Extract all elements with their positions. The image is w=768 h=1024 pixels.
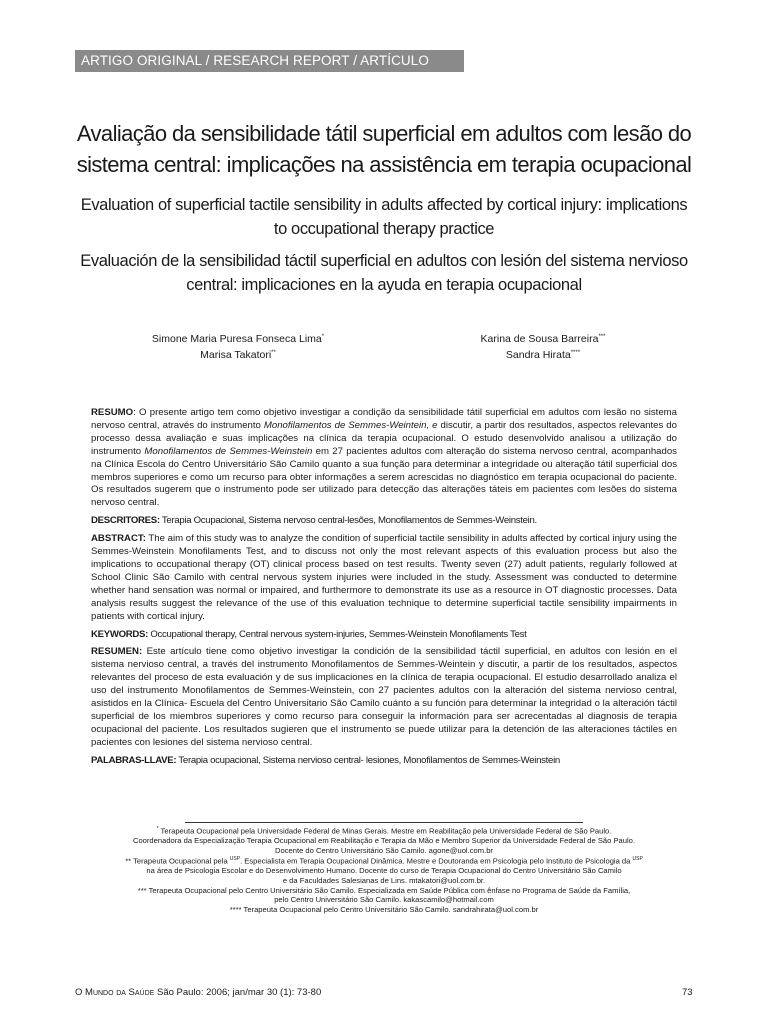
title-spanish: Evaluación de la sensibilidad táctil superficial en adultos con lesión del sistema nervioso central: implicaciones en la ayuda en terapia ocupacional xyxy=(80,252,688,294)
author-4-name: Sandra Hirata xyxy=(505,349,571,361)
footnote-2-line-2: na área de Psicologia Escolar e do Desenvolvimento Humano. Docente do curso de Terapia Ocupacional do Centro Universitário São Camilo xyxy=(146,866,622,876)
footnote-1-text-1: Terapeuta Ocupacional pela Universidade Federal de Minas Gerais. Mestre em Reabilitação pela Universidade Federal de São Paulo. xyxy=(158,826,612,836)
footnote-2-mark: ** xyxy=(125,856,132,866)
descritores-paragraph xyxy=(91,515,677,528)
footnote-1-line-3: Docente do Centro Universitário São Camilo. agone@uol.com.br xyxy=(275,845,493,855)
resumo-italic-1: Monofilamentos de Semmes-Weintein, e xyxy=(263,419,438,431)
resumen-text: Este artículo tiene como objetivo investigar la condición de la sensibilidad táctil superficial, en adultos con lesión en el sistema nervioso central, a través del instrumento Monofilamentos de Semmes-Weintein y discutir, a partir de los resultados, aspectos relevantes del proceso de esta evaluación y de sus implicaciones en la clínica de terapia ocupacional. El estudio desarrollado analiza el uso del instrumento Monofilamentos de Semmes-Weinstein, con 27 pacientes adultos con la alteración del sistema nervioso central, asistidos en la Clínica- Escuela del Centro Universitario São Camilo cuánto a su función para determinar la integridad o la alteración táctil superficial de los miembros superiores y como recurso para conseguir la información para ser acrecentadas al diagnosis de terapia ocupacional del paciente. Los resultados sugieren que el instrumento se puede utilizar para la detención de las alteraciones táctiles en pacientes con lesiones del sistema nervioso central. xyxy=(91,646,677,748)
resumen-paragraph xyxy=(91,646,677,749)
keywords-paragraph xyxy=(91,629,677,642)
author-2-mark: ** xyxy=(271,350,276,356)
resumo-paragraph xyxy=(91,407,677,510)
palabras-paragraph xyxy=(91,755,677,768)
footnote-2-usp-2: USP xyxy=(632,856,643,863)
keywords-text: Occupational therapy, Central nervous system-injuries, Semmes-Weinstein Monofilaments Test xyxy=(148,628,527,640)
authors-left xyxy=(120,330,356,362)
author-4 xyxy=(448,346,638,362)
descritores-text: Terapia Ocupacional, Sistema nervoso central-lesões, Monofilamentos de Semmes-Weinstein. xyxy=(159,515,537,527)
footnote-3-line-1 xyxy=(60,886,708,896)
footer-citation xyxy=(75,987,321,998)
footnote-1-line-1 xyxy=(60,825,708,836)
keywords-label: KEYWORDS: xyxy=(91,628,148,640)
footnote-2-line-1 xyxy=(60,855,708,866)
footnotes xyxy=(60,825,708,914)
journal-name: O Mundo da Saúde xyxy=(75,987,155,998)
abstract-block xyxy=(91,407,677,773)
author-4-mark: **** xyxy=(570,350,581,356)
author-3-mark: *** xyxy=(598,334,606,340)
author-1-mark: * xyxy=(321,334,325,340)
footnote-3-text-1: Terapeuta Ocupacional pelo Centro Universitário São Camilo. Especializada em Saúde Pública com ênfase no Programa de Saúde da Família, xyxy=(146,885,631,895)
footnote-1-mark: * xyxy=(156,826,159,832)
footnote-3-mark: *** xyxy=(137,885,147,895)
author-1 xyxy=(120,330,356,346)
title-portuguese: Avaliação da sensibilidade tátil superficial em adultos com lesão do sistema central: implicações na assistência em terapia ocupacional xyxy=(76,121,692,177)
footnote-divider xyxy=(185,822,583,823)
footnote-4-mark: **** xyxy=(229,904,242,914)
palabras-text: Terapia ocupacional, Sistema nervioso central- lesiones, Monofilamentos de Semmes-Weinstein xyxy=(176,754,560,766)
resumo-italic-2: Monofilamentos de Semmes-Weinstein xyxy=(144,445,313,457)
footnote-2-line-3: e da Faculdades Salesianas de Lins. mtakatori@uol.com.br. xyxy=(282,876,486,886)
footnote-4-text-1: Terapeuta Ocupacional pelo Centro Universitário São Camilo. sandrahirata@uol.com.br xyxy=(241,904,539,914)
footnote-1-line-2: Coordenadora da Especialização Terapia Ocupacional em Reabilitação e Terapia da Mão e Membro Superior da Universidade Federal de São Paulo. xyxy=(132,836,636,846)
abstract-paragraph xyxy=(91,533,677,623)
author-3-name: Karina de Sousa Barreira xyxy=(480,333,599,345)
footnote-2-text-1a: Terapeuta Ocupacional pela xyxy=(131,856,230,866)
author-2 xyxy=(120,346,356,362)
resumo-text-1: : O presente artigo tem como objetivo investigar a condição da sensibilidade tátil superficial em adultos com lesão no sistema nervoso central, através do instrumento xyxy=(91,407,677,431)
author-1-name: Simone Maria Puresa Fonseca Lima xyxy=(151,333,322,345)
abstract-text: The aim of this study was to analyze the condition of superficial tactile sensibility in adults affected by cortical injury using the Semmes-Weinstein Monofilaments Test, and to discuss not only the most relevant aspects of this evaluation process but also the implications to occupational therapy (OT) clinical process based on test results. Twenty seven (27) adult patients, regularly followed at School Clinic São Camilo with central nervous system injuries were included in the study. Assessment was conducted to determine whether hand sensation was normal or impaired, and furthermore to demonstrate its use as a resource in OT diagnostic processes. Data analysis results suggest the relevance of the use of this evaluation technique to determine superficial tactile sensibility impairments in patients with cortical injury. xyxy=(91,533,677,622)
descritores-label: DESCRITORES: xyxy=(91,515,160,527)
author-2-name: Marisa Takatori xyxy=(200,349,272,361)
author-3 xyxy=(448,330,638,346)
citation-text: São Paulo: 2006; jan/mar 30 (1): 73-80 xyxy=(154,987,322,998)
footnote-2-text-1b: . Especialista em Terapia Ocupacional Dinâmica. Mestre e Doutoranda em Psicologia pelo Instituto de Psicologia da xyxy=(240,856,633,866)
page-number: 73 xyxy=(682,987,693,998)
authors-right xyxy=(448,330,638,362)
section-label: ARTIGO ORIGINAL / RESEARCH REPORT / ARTÍCULO xyxy=(75,50,464,72)
resumen-label: RESUMEN: xyxy=(91,646,143,658)
footnote-4-line-1 xyxy=(60,905,708,915)
abstract-label: ABSTRACT: xyxy=(91,533,146,545)
footnote-2-usp-1: USP xyxy=(229,856,241,863)
title-english: Evaluation of superficial tactile sensibility in adults affected by cortical injury: implications to occupational therapy practice xyxy=(80,196,688,238)
resumo-label: RESUMO xyxy=(91,407,134,418)
footnote-3-line-2: pelo Centro Universitário São Camilo. kakascamilo@hotmail.com xyxy=(274,895,494,905)
resumo-text-2: discutir, a partir dos resultados, aspectos relevantes do processo dessa avaliação e suas implicações na clínica da terapia ocupacional. O estudo desenvolvido analisou a utilização do instrumento xyxy=(91,419,677,457)
palabras-label: PALABRAS-LLAVE: xyxy=(91,754,177,766)
resumo-text-3: em 27 pacientes adultos com alteração do sistema nervoso central, acompanhados na Clínica Escola do Centro Universitário São Camilo quanto a sua função para determinar a integridade ou alteração tátil superficial dos membros superiores e como um recurso para obter informações a serem acrescidas no diagnóstico em terapia ocupacional do paciente. Os resultados sugerem que o instrumento pode ser utilizado para detecção das alterações táteis em pacientes com lesões do sistema nervoso central. xyxy=(91,445,677,509)
